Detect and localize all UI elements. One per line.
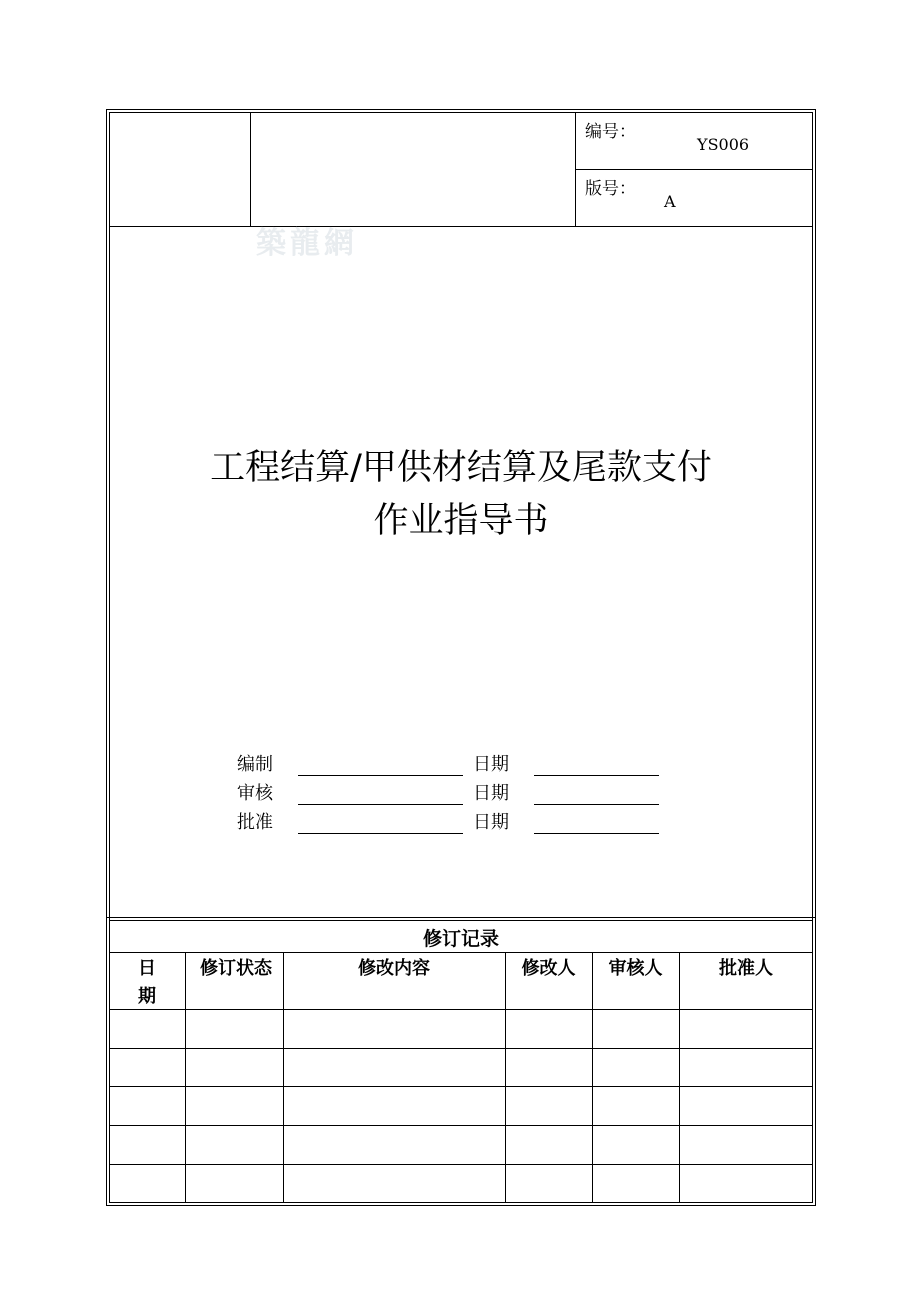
table-row — [109, 1010, 813, 1048]
signoff-date-line-prepare — [534, 775, 659, 776]
version-label: 版号： — [585, 179, 636, 199]
signoff-date-line-approve — [534, 833, 659, 834]
header-divider-3 — [575, 169, 813, 170]
table-row — [109, 1126, 813, 1164]
signoff-date-label-approve: 日期 — [473, 812, 509, 833]
signoff-role-approve: 批准 — [237, 812, 273, 833]
signoff-line-prepare — [298, 775, 463, 776]
revision-top-line-inner — [109, 920, 813, 921]
signoff-date-line-review — [534, 804, 659, 805]
signoff-line-review — [298, 804, 463, 805]
col-header-reviewer: 审核人 — [608, 958, 663, 979]
col-header-date: 日期 — [138, 958, 156, 1007]
table-row — [109, 1165, 813, 1203]
doc-title-line1: 工程结算/甲供材结算及尾款支付 — [210, 448, 712, 488]
revision-title-line — [109, 952, 813, 953]
header-divider-1 — [250, 112, 251, 226]
doc-title-line2: 作业指导书 — [373, 501, 549, 541]
signoff-role-prepare: 编制 — [237, 754, 273, 775]
signoff-role-review: 审核 — [237, 783, 273, 804]
header-bottom-line — [109, 226, 813, 227]
signoff-line-approve — [298, 833, 463, 834]
version-value: A — [664, 192, 676, 211]
col-header-modifier: 修改人 — [521, 958, 576, 979]
code-value: YS006 — [697, 135, 750, 154]
col-header-change-content: 修改内容 — [358, 958, 430, 979]
revision-top-line-outer — [106, 917, 816, 918]
col-header-approver: 批准人 — [719, 958, 773, 979]
table-row — [109, 1049, 813, 1086]
col-header-revision-status: 修订状态 — [200, 958, 272, 979]
signoff-date-label-prepare: 日期 — [473, 754, 509, 775]
watermark: 築龍網 — [256, 226, 358, 261]
table-row — [109, 1087, 813, 1125]
revision-title: 修订记录 — [422, 928, 499, 950]
code-label: 编号： — [585, 122, 636, 142]
signoff-date-label-review: 日期 — [473, 783, 509, 804]
